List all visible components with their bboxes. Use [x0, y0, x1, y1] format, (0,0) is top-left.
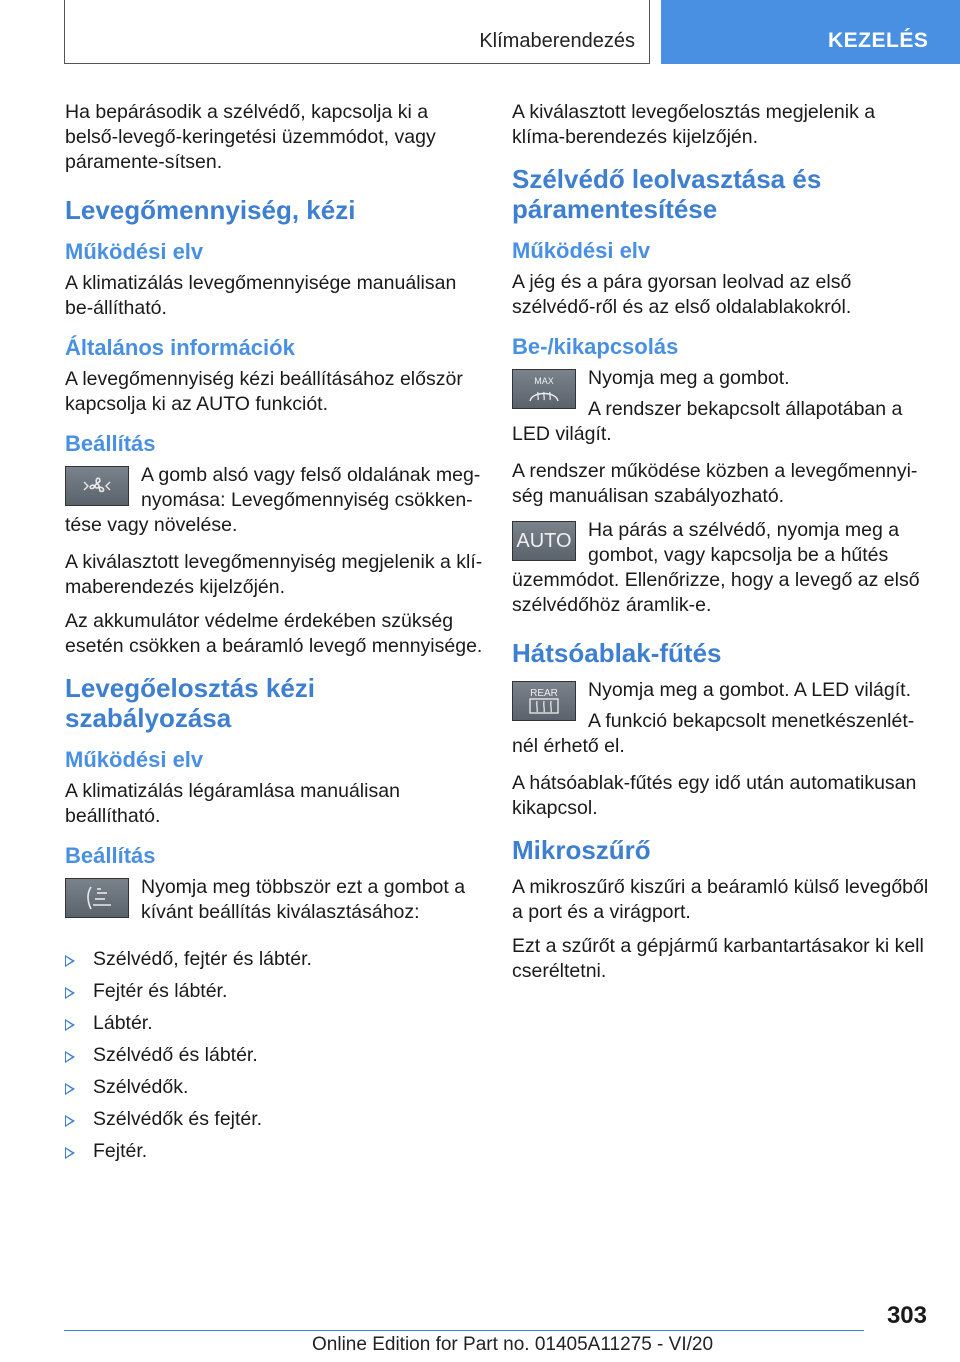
subheading-principle-2: Működési elv — [65, 747, 204, 772]
subheading-on-off: Be-/kikapcsolás — [512, 334, 679, 359]
rear-auto-off-text: A hátsóablak-fűtés egy idő után automatikusan kikapcsol. — [512, 772, 917, 819]
auto-icon: AUTO — [512, 521, 576, 561]
triangle-bullet-icon — [65, 1115, 75, 1127]
subheading-setting-2: Beállítás — [65, 843, 156, 868]
rear-defrost-icon — [512, 681, 576, 721]
list-item: Lábtér. — [65, 1011, 485, 1036]
chapter-tab-label: KEZELÉS — [828, 29, 929, 52]
max-press-text: Nyomja meg a gombot. — [588, 367, 790, 389]
microfilter-text-1: A mikroszűrő kiszűri a beáramló külső levegőből a port és a virágport. — [512, 876, 929, 923]
chapter-tab — [661, 0, 960, 64]
defrost-principle-text: A jég és a pára gyorsan leolvad az első szélvédő-ről és az első oldalablakokról. — [512, 271, 852, 318]
max-defrost-block — [512, 366, 932, 453]
principle-text-2: A klimatizálás légáramlása manuálisan beállítható. — [65, 780, 400, 827]
distribution-display-text: A kiválasztott levegőelosztás megjelenik a klíma-berendezés kijelzőjén. — [512, 101, 876, 148]
right-column — [512, 100, 932, 993]
section-title: Klímaberendezés — [479, 30, 635, 52]
triangle-bullet-icon — [65, 1083, 75, 1095]
list-item: Fejtér és lábtér. — [65, 979, 485, 1004]
subheading-principle-3: Működési elv — [512, 238, 651, 263]
rear-heating-block — [512, 678, 932, 765]
max-icon-label: MAX — [534, 376, 554, 386]
rear-available-text: A funkció bekapcsolt menetkészenlét-nél érhető el. — [512, 710, 915, 757]
rear-press-text: Nyomja meg a gombot. A LED világít. — [588, 679, 911, 701]
heading-airflow-manual: Levegőmennyiség, kézi — [65, 195, 356, 225]
triangle-bullet-icon — [65, 1019, 75, 1031]
distribution-options-list — [65, 947, 485, 1164]
triangle-bullet-icon — [65, 987, 75, 999]
triangle-bullet-icon — [65, 1051, 75, 1063]
fan-setting-text: A gomb alsó vagy felső oldalának meg-nyomása: Levegőmennyiség csökken-tése vagy növelése. — [65, 464, 481, 536]
heading-rear-heating: Hátsóablak-fűtés — [512, 638, 722, 668]
list-item: Fejtér. — [65, 1139, 485, 1164]
list-item: Szélvédők. — [65, 1075, 485, 1100]
footer-divider — [64, 1330, 864, 1331]
triangle-bullet-icon — [65, 1147, 75, 1159]
header-frame — [64, 0, 650, 64]
heading-microfilter: Mikroszűrő — [512, 835, 651, 865]
page-number: 303 — [886, 1302, 927, 1329]
air-distribution-icon — [65, 878, 129, 918]
fan-setting-block — [65, 463, 485, 544]
defrost-manual-text: A rendszer működése közben a levegőmennyi-ség manuálisan szabályozható. — [512, 460, 918, 507]
list-item: Szélvédő és lábtér. — [65, 1043, 485, 1068]
subheading-principle: Működési elv — [65, 239, 204, 264]
subheading-general-info: Általános információk — [65, 335, 295, 360]
fan-icon — [65, 466, 129, 506]
intro-paragraph: Ha bepárásodik a szélvédő, kapcsolja ki a belső-levegő-keringetési üzemmódot, vagy páramente-sítsen. — [65, 101, 436, 173]
heading-defrost: Szélvédő leolvasztása és páramentesítése — [512, 164, 822, 224]
general-info-text: A levegőmennyiség kézi beállításához először kapcsolja ki az AUTO funkciót. — [65, 368, 463, 415]
left-column — [65, 100, 485, 1171]
heading-air-distribution: Levegőelosztás kézi szabályozása — [65, 673, 315, 733]
max-led-text: A rendszer bekapcsolt állapotában a LED világít. — [512, 398, 903, 445]
auto-text: Ha párás a szélvédő, nyomja meg a gombot, vagy kapcsolja be a hűtés üzemmódot. Ellenőrizze, hogy a levegő az első szélvédőhöz áramlik-e. — [512, 519, 920, 616]
distribution-setting-text: Nyomja meg többször ezt a gombot a kívánt beállítás kiválasztásához: — [141, 876, 466, 923]
list-item: Szélvédők és fejtér. — [65, 1107, 485, 1132]
fan-display-text: A kiválasztott levegőmennyiség megjelenik a klí-maberendezés kijelzőjén. — [65, 551, 483, 598]
max-defrost-icon — [512, 369, 576, 409]
list-item: Szélvédő, fejtér és lábtér. — [65, 947, 485, 972]
triangle-bullet-icon — [65, 955, 75, 967]
auto-block — [512, 518, 932, 624]
rear-icon-label: REAR — [530, 688, 558, 699]
subheading-setting: Beállítás — [65, 431, 156, 456]
battery-protection-text: Az akkumulátor védelme érdekében szükség esetén csökken a beáramló levegő mennyisége. — [65, 610, 483, 657]
footer-edition: Online Edition for Part no. 01405A11275 - VI/20 — [312, 1334, 714, 1355]
distribution-setting-block — [65, 875, 485, 931]
principle-text: A klimatizálás levegőmennyisége manuálisan be-állítható. — [65, 272, 457, 319]
microfilter-text-2: Ezt a szűrőt a gépjármű karbantartásakor ki kell cseréltetni. — [512, 935, 924, 982]
